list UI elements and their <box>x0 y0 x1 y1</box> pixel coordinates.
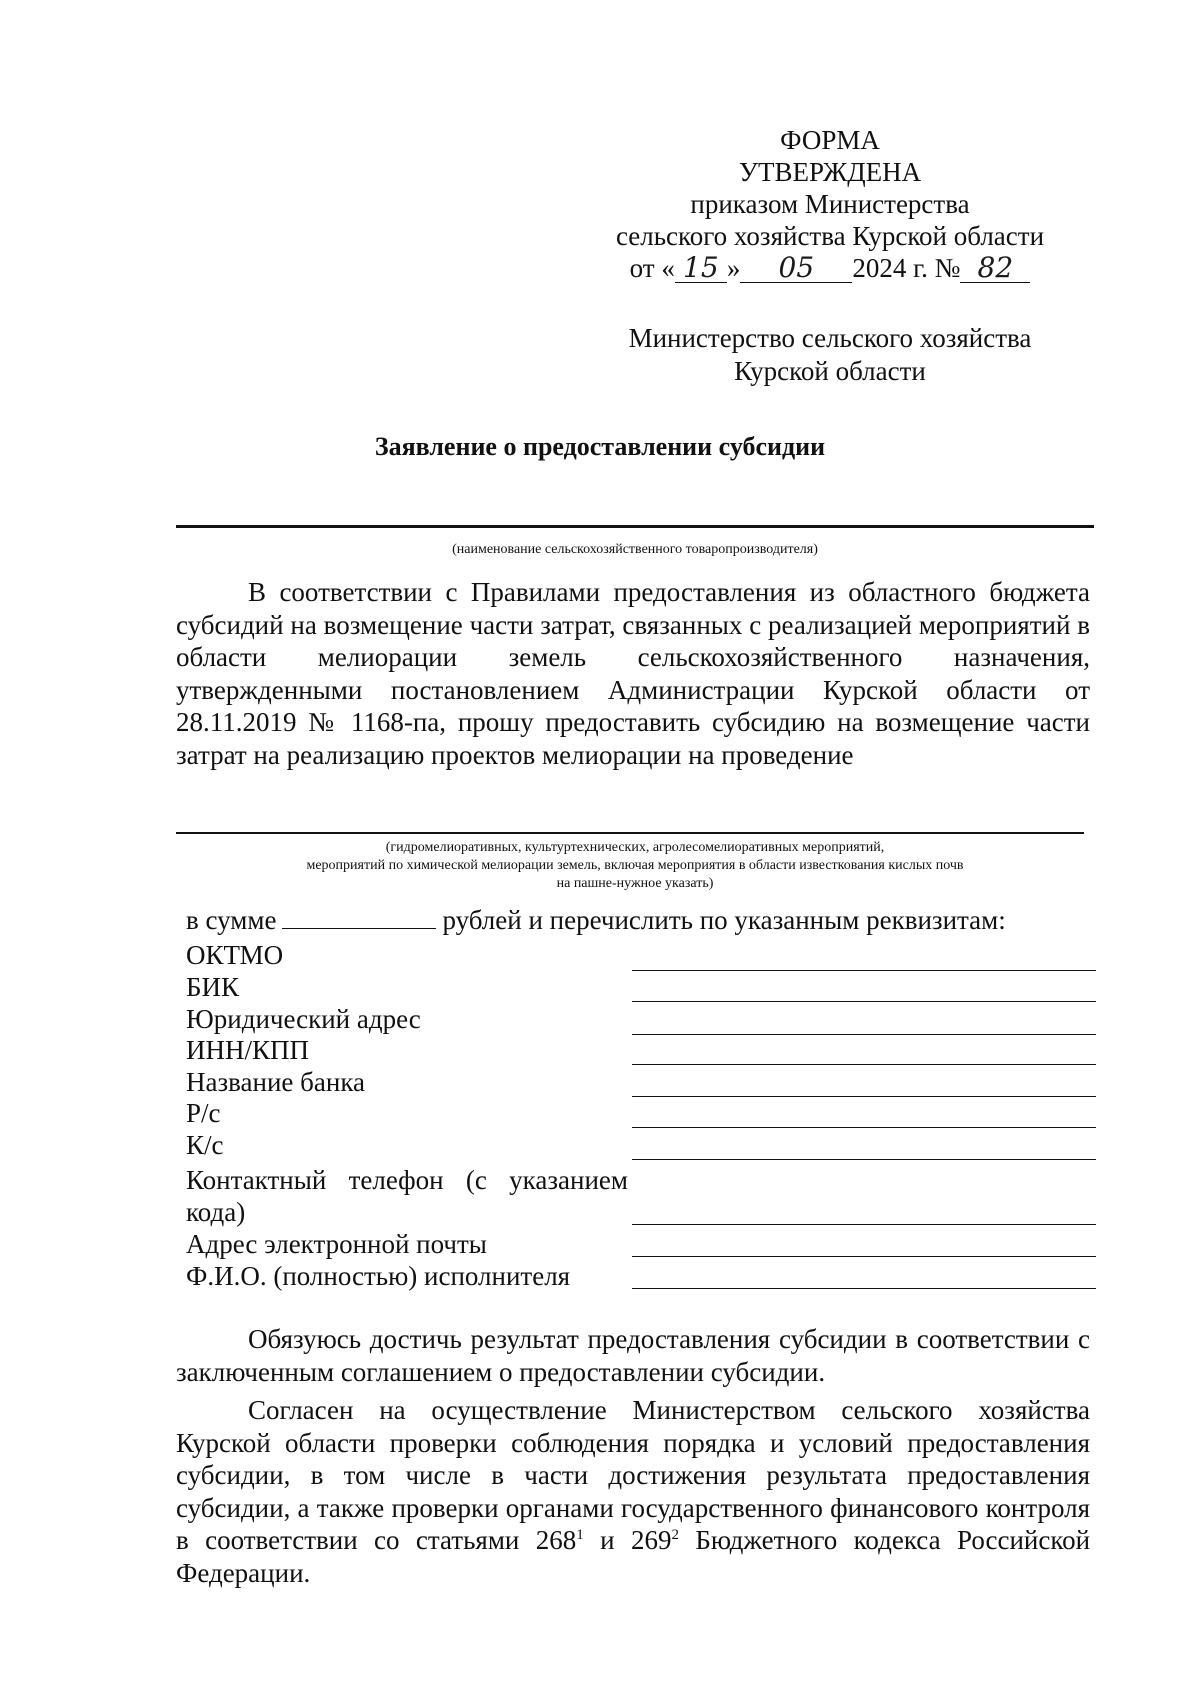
approval-block <box>560 124 1100 284</box>
year-number-label: 2024 г. № <box>852 253 961 283</box>
requisite-label-settlement-account: Р/с <box>186 1098 221 1128</box>
date-prefix: от « <box>629 253 675 283</box>
measures-caption-line-3: на пашне-нужное указать) <box>556 876 714 891</box>
requisite-label-inn-kpp: ИНН/КПП <box>186 1035 310 1065</box>
measures-caption <box>176 839 1094 893</box>
article-268: 268 <box>535 1525 577 1555</box>
producer-caption: (наименование сельскохозяйственного товаропроизводителя) <box>452 542 818 557</box>
approved-label: УТВЕРЖДЕНА <box>738 157 922 187</box>
requisite-label-oktmo: ОКТМО <box>186 940 284 970</box>
requisite-field-legal-address[interactable] <box>632 1034 1096 1035</box>
sum-amount-field[interactable] <box>282 906 436 929</box>
requisite-field-bank-name[interactable] <box>632 1096 1096 1097</box>
handwritten-order-number: 82 <box>960 254 1030 283</box>
form-label: ФОРМА <box>780 125 880 155</box>
measures-caption-line-2: мероприятий по химической мелиорации земель, включая мероприятия в области известкования кислых почв <box>306 858 964 873</box>
addressee-line-2: Курской области <box>734 356 926 386</box>
sum-suffix: рублей и перечислить по указанным реквизитам: <box>442 905 1006 935</box>
quote-close: » <box>726 253 741 283</box>
requisite-label-phone-code: кода) <box>186 1197 246 1227</box>
requisite-label-legal-address: Юридический адрес <box>186 1004 421 1034</box>
order-label: приказом Министерства <box>690 189 970 219</box>
article-269-superscript: 2 <box>671 1527 679 1543</box>
ministry-label: сельского хозяйства Курской области <box>615 221 1045 251</box>
consent-tail: Бюджетного кодекса Российской Федерации. <box>176 1525 1091 1588</box>
producer-name-field[interactable] <box>176 525 1094 528</box>
requisite-field-correspondent-account[interactable] <box>632 1159 1096 1160</box>
approval-date-line <box>560 252 1100 284</box>
requisite-label-correspondent-account: К/с <box>186 1130 224 1160</box>
article-269: 269 <box>630 1525 672 1555</box>
requisite-field-oktmo[interactable] <box>632 970 1096 971</box>
requisite-field-bik[interactable] <box>632 1001 1096 1002</box>
obligation-paragraph: Обязуюсь достичь результат предоставления субсидии в соответствии с заключенным соглашением о предоставлении субсидии. <box>176 1324 1090 1387</box>
requisite-label-phone: Контактный телефон (с указанием <box>186 1165 628 1195</box>
requisite-label-email: Адрес электронной почты <box>186 1229 487 1259</box>
measures-caption-line-1: (гидромелиоративных, культуртехнических, агролесомелиоративных мероприятий, <box>385 840 885 855</box>
measures-field[interactable] <box>176 832 1084 834</box>
requisite-field-settlement-account[interactable] <box>632 1127 1096 1128</box>
requisite-field-phone[interactable] <box>632 1224 1096 1225</box>
sum-prefix: в сумме <box>186 905 277 935</box>
main-paragraph: В соответствии с Правилами предоставления из областного бюджета субсидий на возмещение части затрат, связанных с реализацией мероприятий в области мелиорации земель сельскохозяйственного назначения, утвержденными постановлением Администрации Курской области от 28.11.2019 № 1168-па, прошу предоставить субсидию на возмещение части затрат на реализацию проектов мелиорации на проведение <box>176 577 1090 770</box>
article-268-superscript: 1 <box>576 1527 584 1543</box>
consent-paragraph <box>176 1394 1090 1589</box>
requisite-field-inn-kpp[interactable] <box>632 1064 1096 1065</box>
requisite-field-email[interactable] <box>632 1256 1096 1257</box>
requisite-label-bik: БИК <box>186 972 240 1002</box>
handwritten-month: 05 <box>740 254 852 283</box>
handwritten-day: 15 <box>675 254 727 283</box>
requisite-label-bank-name: Название банка <box>186 1067 366 1097</box>
consent-text: Согласен на осуществление Министерством сельского хозяйства Курской области проверки соблюдения порядка и условий предоставления субсидии, в том числе в части достижения результата предоставления субсидии, а также проверки органами государственного финансового контроля в соответствии со статьями <box>176 1395 1090 1555</box>
document-title: Заявление о предоставлении субсидии <box>374 432 826 461</box>
sum-line <box>186 905 1006 936</box>
consent-and: и <box>600 1525 615 1555</box>
addressee-line-1: Министерство сельского хозяйства <box>628 323 1032 353</box>
requisite-field-executor[interactable] <box>632 1288 1096 1289</box>
addressee-block <box>560 322 1100 388</box>
requisite-label-executor: Ф.И.О. (полностью) исполнителя <box>186 1261 571 1291</box>
